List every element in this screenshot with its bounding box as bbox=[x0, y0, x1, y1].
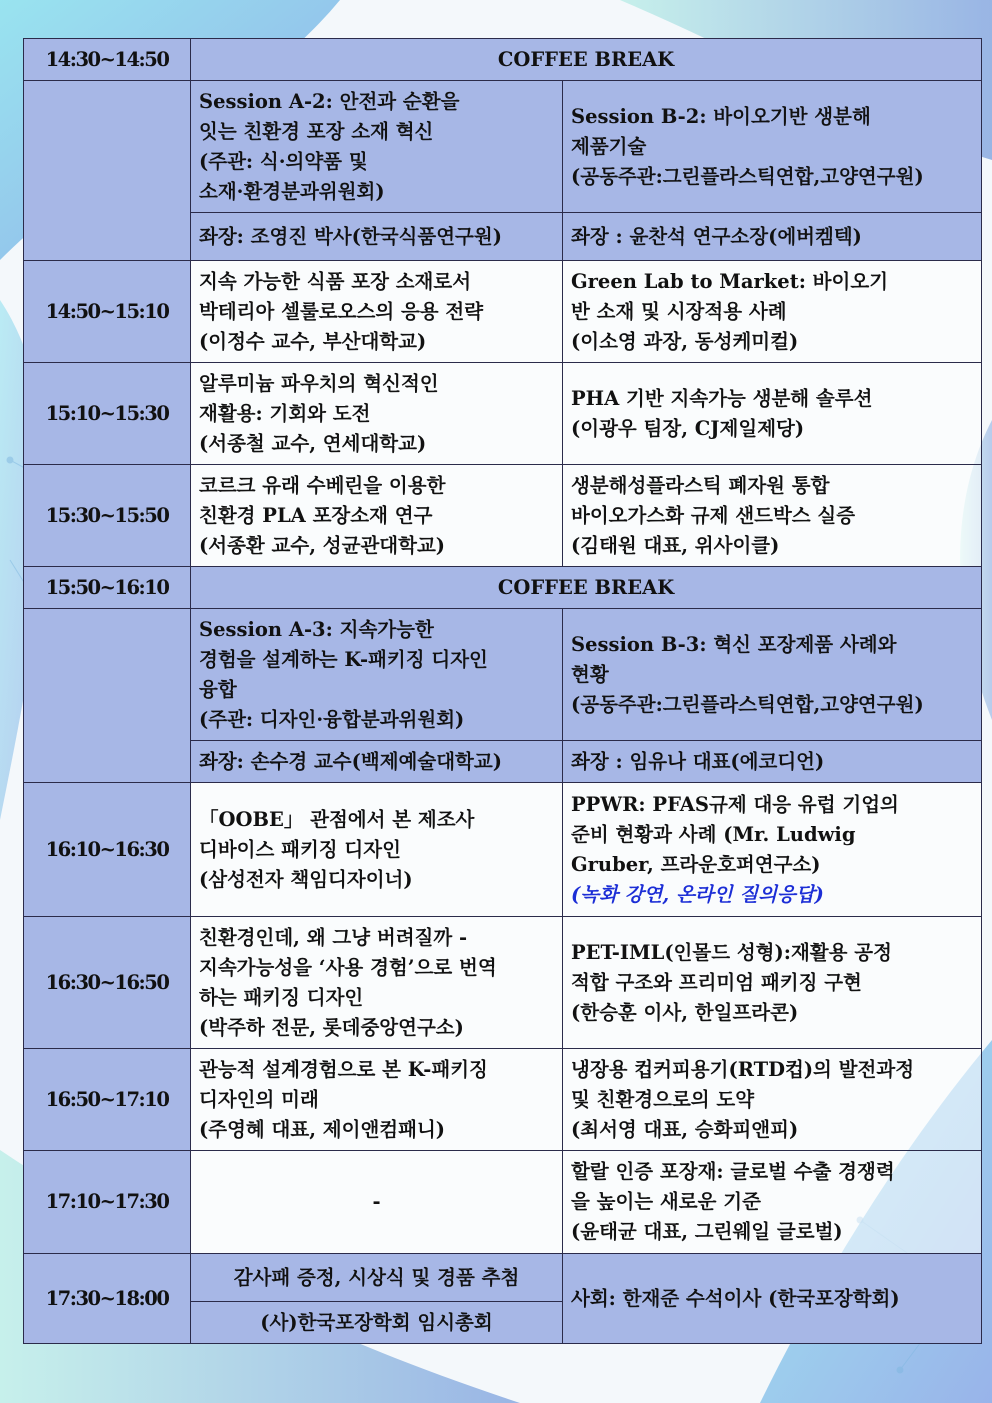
talk-speaker: (이정수 교수, 부산대학교) bbox=[199, 329, 427, 353]
session-a3-line-2: 경험을 설계하는 K-패키징 디자인 bbox=[199, 647, 488, 671]
time-cell: 16:50~17:10 bbox=[24, 1049, 191, 1151]
time-cell: 16:30~16:50 bbox=[24, 917, 191, 1049]
talk-title-line: PPWR: PFAS규제 대응 유럽 기업의 bbox=[571, 792, 899, 816]
talk-title-line: 반 소재 및 시장적용 사례 bbox=[571, 299, 787, 323]
talk-title-line: 바이오가스화 규제 샌드박스 실증 bbox=[571, 503, 856, 527]
talk-a bbox=[191, 1049, 563, 1151]
talk-title-line: 하는 패키징 디자인 bbox=[199, 985, 364, 1009]
talk-title-line: 디바이스 패키징 디자인 bbox=[199, 837, 401, 861]
talk-speaker: (박주하 전문, 롯데중앙연구소) bbox=[199, 1015, 464, 1039]
talk-title-line: 코르크 유래 수베린을 이용한 bbox=[199, 473, 446, 497]
talk-a bbox=[191, 917, 563, 1049]
talk-speaker: (서종환 교수, 성균관대학교) bbox=[199, 533, 446, 557]
talk-title-line: 알루미늄 파우치의 혁신적인 bbox=[199, 371, 439, 395]
session-b3-line-3: (공동주관:그린플라스틱연합,고양연구원) bbox=[571, 692, 924, 716]
talk-a bbox=[191, 783, 563, 917]
talk-title-line: 관능적 설계경험으로 본 K-패키징 bbox=[199, 1057, 488, 1081]
time-cell: 16:10~16:30 bbox=[24, 783, 191, 917]
talk-title-line: 박테리아 셀룰로오스의 응용 전략 bbox=[199, 299, 484, 323]
table-row-talk bbox=[24, 917, 982, 1049]
table-row-session-2-header bbox=[24, 81, 982, 213]
session-b3-line-1: Session B-3: 혁신 포장제품 사례와 bbox=[571, 632, 897, 656]
talk-speaker: (최서영 대표, 승화피앤피) bbox=[571, 1117, 799, 1141]
session-a3-title bbox=[191, 609, 563, 741]
talk-speaker: (삼성전자 책임디자이너) bbox=[199, 867, 413, 891]
session-a3-line-3: 융합 bbox=[199, 677, 237, 701]
session-b3-title bbox=[563, 609, 982, 741]
table-row-closing bbox=[24, 1254, 982, 1302]
table-row-talk bbox=[24, 1151, 982, 1254]
talk-speaker: Gruber, 프라운호퍼연구소) bbox=[571, 852, 821, 876]
empty-time-cell bbox=[24, 81, 191, 261]
talk-speaker: (윤태균 대표, 그린웨일 글로벌) bbox=[571, 1220, 843, 1243]
talk-title-line: 친환경 PLA 포장소재 연구 bbox=[199, 503, 433, 527]
award-ceremony: 감사패 증정, 시상식 및 경품 추첨 bbox=[191, 1254, 563, 1302]
table-row-coffee-break-2 bbox=[24, 567, 982, 609]
coffee-break-label: COFFEE BREAK bbox=[191, 567, 982, 609]
talk-b bbox=[563, 465, 982, 567]
talk-speaker: (이소영 과장, 동성케미컬) bbox=[571, 329, 799, 353]
talk-a bbox=[191, 465, 563, 567]
time-cell: 15:50~16:10 bbox=[24, 567, 191, 609]
talk-title-line: 디자인의 미래 bbox=[199, 1087, 319, 1111]
talk-title-line: 준비 현황과 사례 (Mr. Ludwig bbox=[571, 822, 856, 846]
talk-b bbox=[563, 1049, 982, 1151]
time-cell: 14:50~15:10 bbox=[24, 261, 191, 363]
session-b2-line-3: (공동주관:그린플라스틱연합,고양연구원) bbox=[571, 164, 924, 188]
session-b2-title bbox=[563, 81, 982, 213]
empty-time-cell bbox=[24, 609, 191, 783]
session-b3-line-2: 현황 bbox=[571, 662, 609, 686]
talk-b bbox=[563, 783, 982, 917]
talk-title-line: 냉장용 컵커피용기(RTD컵)의 발전과정 bbox=[571, 1057, 915, 1081]
table-row-talk bbox=[24, 783, 982, 917]
session-a3-line-4: (주관: 디자인·융합분과위원회) bbox=[199, 707, 465, 731]
talk-title-line: 지속 가능한 식품 포장 소재로서 bbox=[199, 269, 472, 293]
talk-speaker: (이광우 팀장, CJ제일제당) bbox=[571, 416, 805, 440]
table-row-coffee-break-1 bbox=[24, 39, 982, 81]
table-row-talk bbox=[24, 465, 982, 567]
table-row-talk bbox=[24, 261, 982, 363]
time-cell: 14:30~14:50 bbox=[24, 39, 191, 81]
general-meeting: (사)한국포장학회 임시총회 bbox=[191, 1302, 563, 1344]
talk-title-line: Green Lab to Market: 바이오기 bbox=[571, 269, 889, 293]
time-cell: 17:10~17:30 bbox=[24, 1151, 191, 1254]
talk-speaker: (주영혜 대표, 제이앤컴패니) bbox=[199, 1117, 446, 1141]
talk-b bbox=[563, 1151, 982, 1254]
session-a2-line-4: 소재·환경분과위원회) bbox=[199, 179, 385, 203]
session-a2-line-2: 잇는 친환경 포장 소재 혁신 bbox=[199, 119, 434, 143]
time-cell: 17:30~18:00 bbox=[24, 1254, 191, 1344]
talk-b bbox=[563, 261, 982, 363]
talk-title-line: 「OOBE」 관점에서 본 제조사 bbox=[199, 807, 475, 831]
empty-talk-dash: - bbox=[191, 1151, 563, 1254]
talk-a bbox=[191, 363, 563, 465]
talk-title-line: PHA 기반 지속가능 생분해 솔루션 bbox=[571, 386, 873, 410]
talk-a bbox=[191, 261, 563, 363]
talk-title-line: 친환경인데, 왜 그냥 버려질까 - bbox=[199, 925, 468, 949]
coffee-break-label: COFFEE BREAK bbox=[191, 39, 982, 81]
table-row-talk bbox=[24, 363, 982, 465]
chair-a2: 좌장: 조영진 박사(한국식품연구원) bbox=[191, 213, 563, 261]
talk-speaker: (서종철 교수, 연세대학교) bbox=[199, 431, 427, 455]
schedule-table bbox=[23, 38, 982, 1344]
session-a2-line-1: Session A-2: 안전과 순환을 bbox=[199, 89, 460, 113]
talk-title-line: 을 높이는 새로운 기준 bbox=[571, 1190, 761, 1213]
session-a2-line-3: (주관: 식·의약품 및 bbox=[199, 149, 368, 173]
chair-a3: 좌장: 손수경 교수(백제예술대학교) bbox=[191, 741, 563, 783]
session-b2-line-1: Session B-2: 바이오기반 생분해 bbox=[571, 104, 871, 128]
table-row-talk bbox=[24, 1049, 982, 1151]
talk-title-line: 할랄 인증 포장재: 글로벌 수출 경쟁력 bbox=[571, 1160, 895, 1183]
time-cell: 15:30~15:50 bbox=[24, 465, 191, 567]
host-info: 사회: 한재준 수석이사 (한국포장학회) bbox=[563, 1254, 982, 1344]
talk-speaker: (한승훈 이사, 한일프라콘) bbox=[571, 1000, 799, 1024]
chair-b3: 좌장 : 임유나 대표(에코디언) bbox=[563, 741, 982, 783]
table-row-session-3-header bbox=[24, 609, 982, 741]
session-a2-title bbox=[191, 81, 563, 213]
time-cell: 15:10~15:30 bbox=[24, 363, 191, 465]
talk-title-line: 및 친환경으로의 도약 bbox=[571, 1087, 755, 1111]
chair-b2: 좌장 : 윤찬석 연구소장(에버켐텍) bbox=[563, 213, 982, 261]
talk-b bbox=[563, 363, 982, 465]
talk-title-line: 지속가능성을 ‘사용 경험’으로 번역 bbox=[199, 955, 497, 979]
talk-title-line: PET-IML(인몰드 성형):재활용 공정 bbox=[571, 940, 892, 964]
talk-speaker: (김태원 대표, 위사이클) bbox=[571, 533, 780, 557]
recorded-lecture-note: (녹화 강연, 온라인 질의응답) bbox=[571, 882, 824, 906]
talk-title-line: 재활용: 기회와 도전 bbox=[199, 401, 371, 425]
talk-title-line: 적합 구조와 프리미엄 패키징 구현 bbox=[571, 970, 862, 994]
talk-title-line: 생분해성플라스틱 폐자원 통합 bbox=[571, 473, 830, 497]
talk-b bbox=[563, 917, 982, 1049]
session-a3-line-1: Session A-3: 지속가능한 bbox=[199, 617, 434, 641]
session-b2-line-2: 제품기술 bbox=[571, 134, 647, 158]
